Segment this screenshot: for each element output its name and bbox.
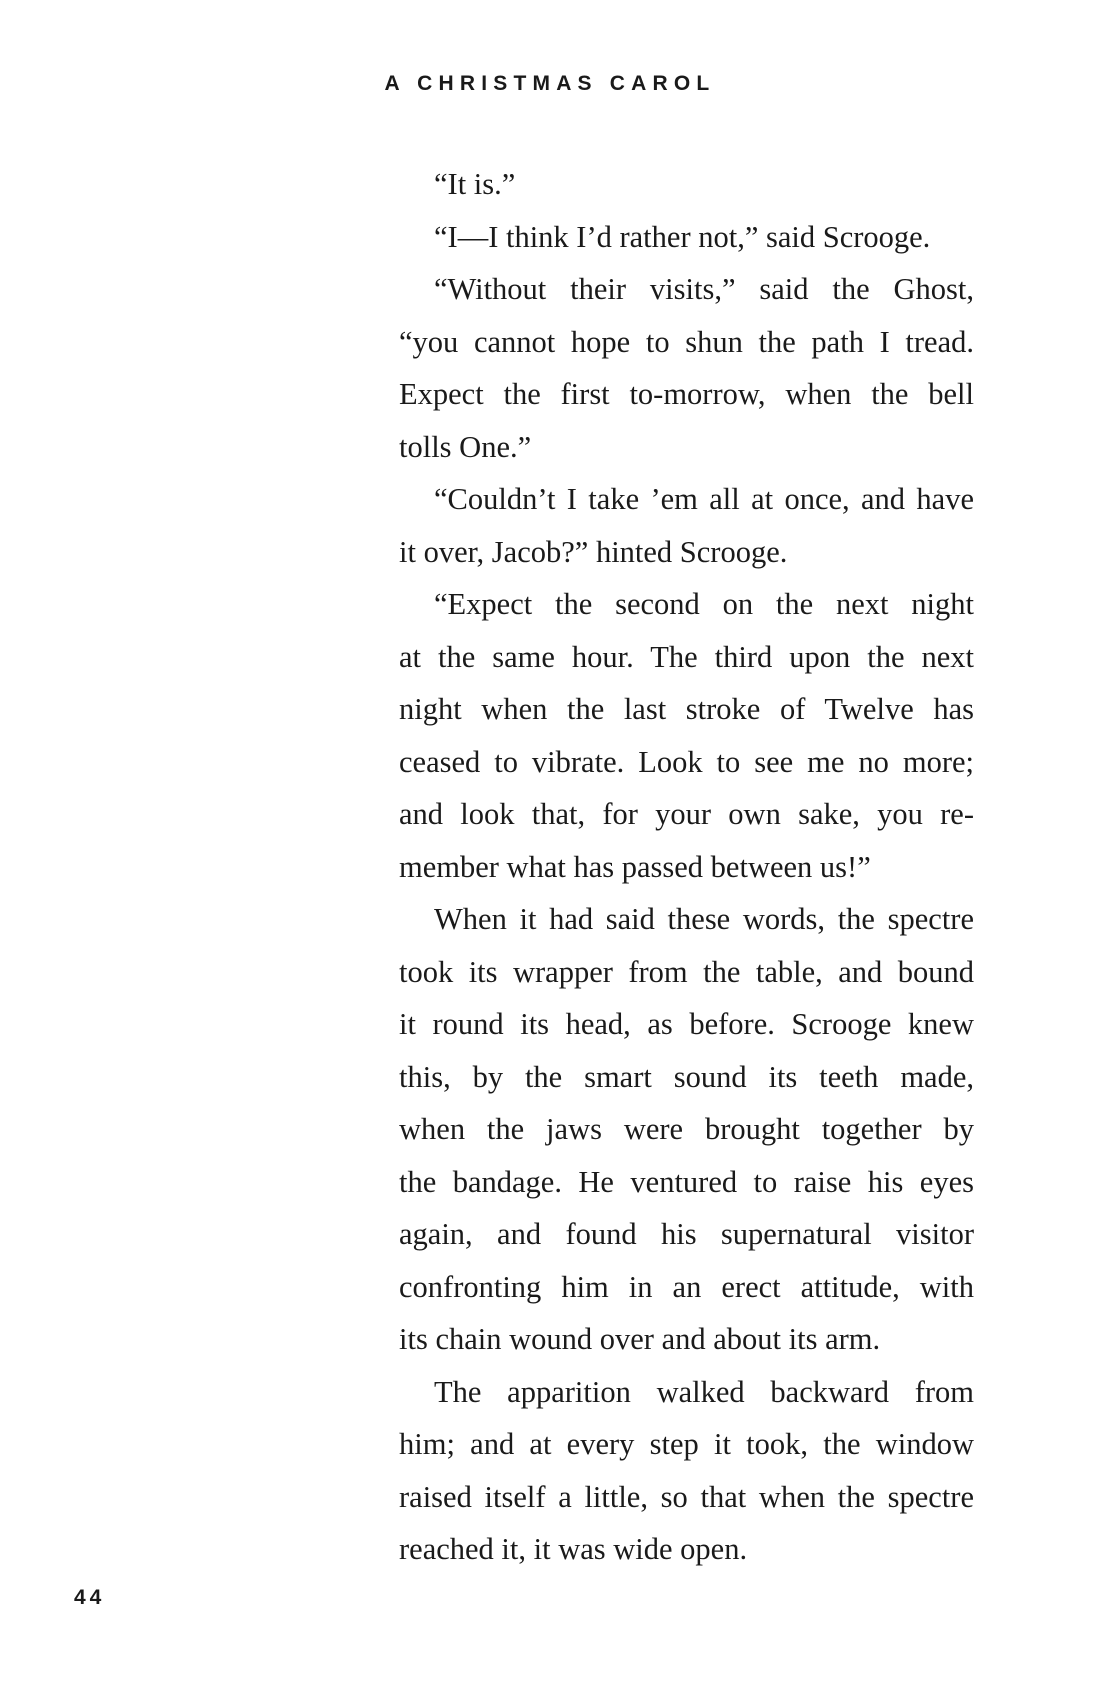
text-line: him; and at every step it took, the window — [399, 1427, 974, 1461]
paragraph — [364, 263, 974, 473]
text-line: took its wrapper from the table, and bound — [399, 954, 974, 989]
text-line: at the same hour. The third upon the next — [399, 639, 974, 674]
text-line: “Couldn’t I take ’em all at once, and have — [434, 482, 974, 516]
paragraph — [364, 578, 974, 893]
paragraph — [364, 1366, 974, 1576]
text-line: night when the last stroke of Twelve has — [399, 692, 974, 726]
text-line: when the jaws were brought together by — [399, 1112, 974, 1146]
text-line: “Without their visits,” said the Ghost, — [434, 272, 974, 306]
text-line: “Expect the second on the next night — [434, 587, 974, 621]
page-number: 44 — [74, 1586, 106, 1609]
paragraph — [364, 473, 974, 578]
text-line: and look that, for your own sake, you re- — [399, 797, 974, 831]
text-line: ceased to vibrate. Look to see me no more; — [399, 744, 974, 779]
text-line: “I—I think I’d rather not,” said Scrooge. — [434, 219, 931, 254]
text-line: “It is.” — [434, 167, 516, 201]
text-line: it over, Jacob?” hinted Scrooge. — [399, 534, 788, 569]
text-line: The apparition walked backward from — [434, 1374, 974, 1409]
text-line: this, by the smart sound its teeth made, — [399, 1059, 974, 1094]
text-line: it round its head, as before. Scrooge knew — [399, 1007, 974, 1041]
text-line: member what has passed between us!” — [399, 849, 871, 884]
body-text — [364, 158, 974, 1576]
paragraph — [364, 158, 974, 211]
paragraph — [364, 893, 974, 1366]
text-line: again, and found his supernatural visitor — [399, 1217, 974, 1251]
text-line: confronting him in an erect attitude, with — [399, 1269, 974, 1304]
paragraph — [364, 211, 974, 264]
text-line: raised itself a little, so that when the spectre — [399, 1479, 974, 1514]
text-line: When it had said these words, the spectre — [434, 902, 974, 936]
text-line: tolls One.” — [399, 429, 532, 464]
running-head: A CHRISTMAS CAROL — [384, 72, 716, 95]
text-line: reached it, it was wide open. — [399, 1532, 748, 1566]
text-line: “you cannot hope to shun the path I tread. — [399, 324, 974, 359]
text-line: the bandage. He ventured to raise his eyes — [399, 1164, 974, 1199]
text-line: Expect the first to-morrow, when the bell — [399, 377, 974, 411]
text-line: its chain wound over and about its arm. — [399, 1322, 881, 1356]
